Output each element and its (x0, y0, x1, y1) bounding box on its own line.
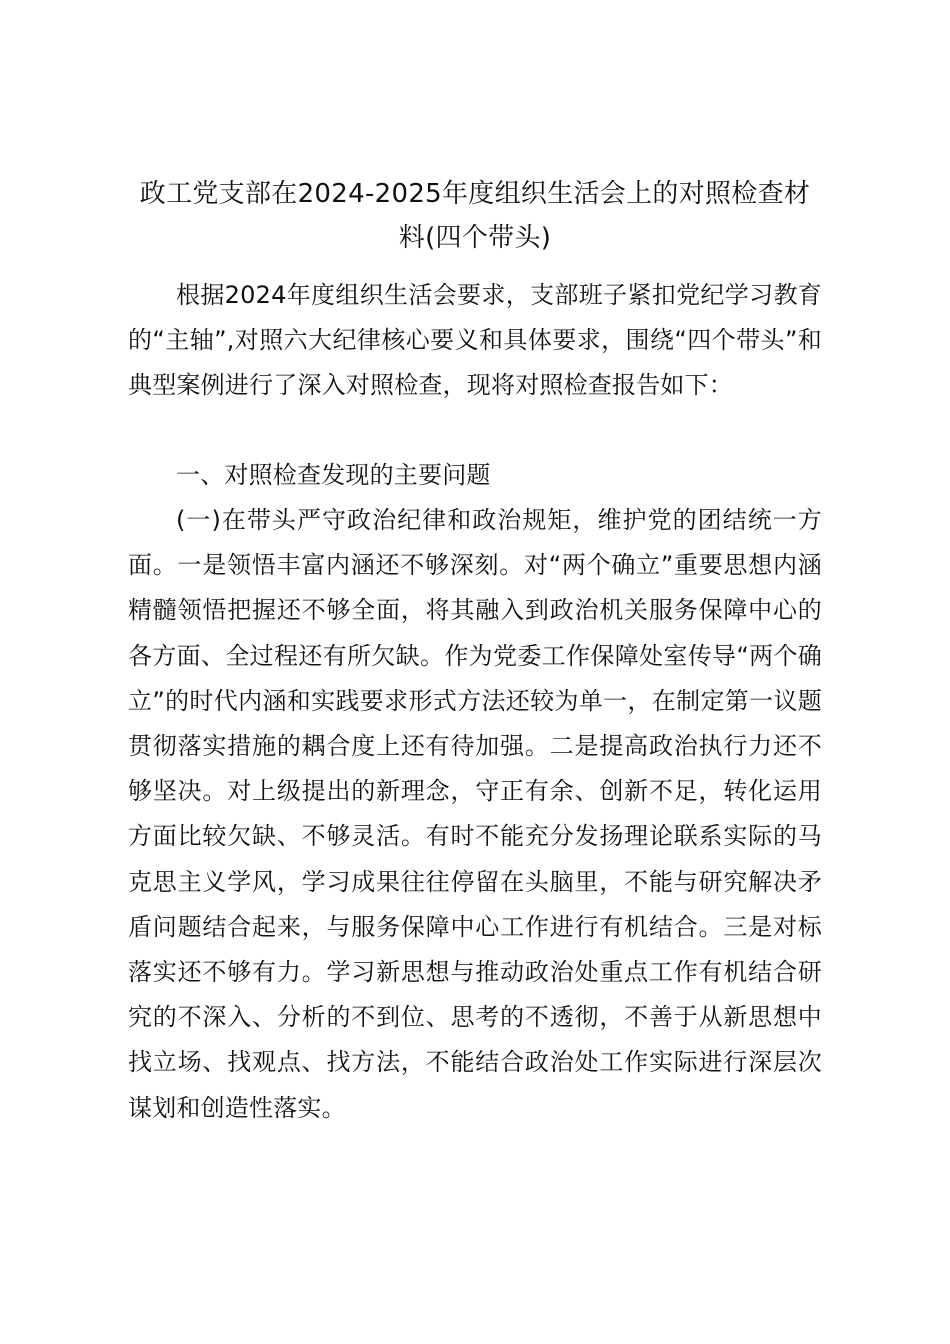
document-title: 政工党支部在2024-2025年度组织生活会上的对照检查材料(四个带头) (139, 179, 811, 253)
section-paragraph: (一)在带头严守政治纪律和政治规矩，维护党的团结统一方面。一是领悟丰富内涵还不够深刻。对“两个确立”重要思想内涵精髓领悟把握还不够全面，将其融入到政治机关服务保障中心的各方面、全过程还有所欠缺。作为党委工作保障处室传导“两个确立”的时代内涵和实践要求形式方法还较为单一，在制定第一议题贯彻落实措施的耦合度上还有待加强。二是提高政治执行力还不够坚决。对上级提出的新理念，守正有余、创新不足，转化运用方面比较欠缺、不够灵活。有时不能充分发扬理论联系实际的马克思主义学风，学习成果往往停留在头脑里，不能与研究解决矛盾问题结合起来，与服务保障中心工作进行有机结合。三是对标落实还不够有力。学习新思想与推动政治处重点工作有机结合研究的不深入、分析的不到位、思考的不透彻，不善于从新思想中找立场、找观点、找方法，不能结合政治处工作实际进行深层次谋划和创造性落实。 (128, 506, 822, 1122)
intro-paragraph: 根据2024年度组织生活会要求，支部班子紧扣党纪学习教育的“主轴”,对照六大纪律核心要义和具体要求，围绕“四个带头”和典型案例进行了深入对照检查，现将对照检查报告如下： (128, 281, 822, 400)
section-heading: 一、对照检查发现的主要问题 (176, 461, 491, 489)
